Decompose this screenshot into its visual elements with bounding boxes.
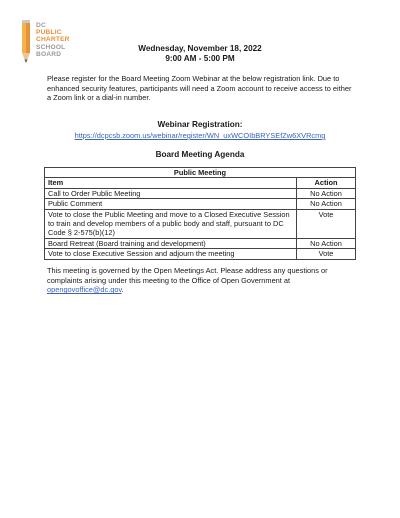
column-header-item: Item bbox=[45, 178, 297, 188]
webinar-title: Webinar Registration: bbox=[157, 120, 243, 129]
table-row bbox=[45, 238, 356, 248]
agenda-item: Vote to close the Public Meeting and move to a Closed Executive Session to train and develop members of a public body and staff, pursuant to DC Code § 2-575(b)(12) bbox=[45, 209, 297, 238]
table-row bbox=[45, 188, 356, 198]
table-row bbox=[45, 249, 356, 259]
meeting-header bbox=[0, 44, 400, 64]
meeting-time: 9:00 AM - 5:00 PM bbox=[165, 54, 235, 63]
agenda-action: No Action bbox=[297, 238, 356, 248]
sentence-end: . bbox=[121, 285, 124, 295]
agenda-item: Vote to close Executive Session and adjourn the meeting bbox=[45, 249, 297, 259]
agenda-title: Board Meeting Agenda bbox=[155, 150, 245, 159]
agenda-table bbox=[44, 167, 356, 260]
agenda-action: Vote bbox=[297, 249, 356, 259]
open-meetings-text: This meeting is governed by the Open Meetings Act. Please address any questions or complaints arising under this meeting to the Office of Open Government at bbox=[47, 266, 328, 285]
logo-line: SCHOOL bbox=[36, 43, 66, 51]
agenda-action: No Action bbox=[297, 199, 356, 209]
agenda-action: No Action bbox=[297, 188, 356, 198]
table-row bbox=[45, 209, 356, 238]
logo-line: CHARTER bbox=[36, 36, 70, 44]
webinar-registration-link[interactable]: https://dcpcsb.zoom.us/webinar/register/WN_uxWCOIbBRYSEfZw6XVRcmg bbox=[74, 131, 326, 140]
column-header-action: Action bbox=[297, 178, 356, 188]
email-link[interactable]: opengovoffice@dc.gov bbox=[47, 285, 122, 295]
logo-line: DC bbox=[36, 22, 46, 29]
meeting-date: Wednesday, November 18, 2022 bbox=[138, 44, 262, 53]
table-row bbox=[45, 199, 356, 209]
intro-paragraph: Please register for the Board Meeting Zoom Webinar at the below registration link. Due to enhanced security features, participants will need a Zoom account to receive access to either a Zoom link or a dial-in number. bbox=[47, 74, 352, 103]
agenda-item: Call to Order Public Meeting bbox=[45, 188, 297, 198]
open-meetings-note bbox=[47, 266, 361, 295]
agenda-action: Vote bbox=[297, 209, 356, 238]
table-caption: Public Meeting bbox=[45, 168, 356, 178]
agenda-item: Public Comment bbox=[45, 199, 297, 209]
logo-line: BOARD bbox=[36, 50, 62, 58]
logo-line: PUBLIC bbox=[36, 29, 62, 37]
agenda-item: Board Retreat (Board training and development) bbox=[45, 238, 297, 248]
